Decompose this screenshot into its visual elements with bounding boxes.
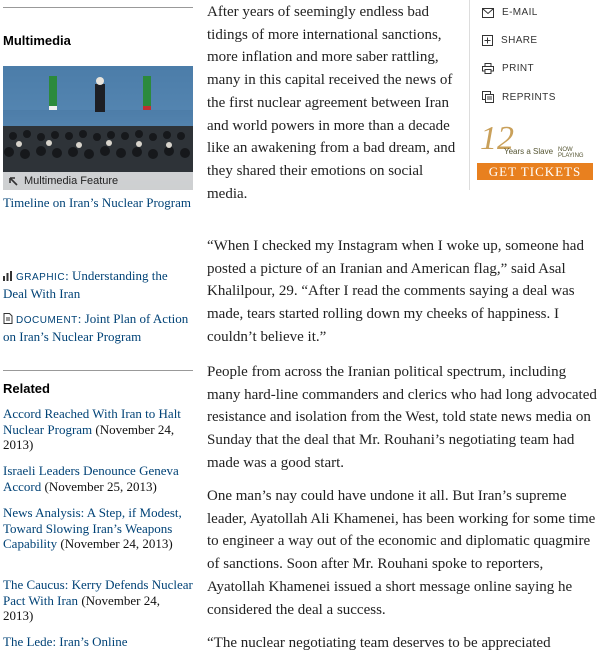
timeline-link[interactable]: Timeline on Iran’s Nuclear Program (3, 195, 191, 210)
related-item-date: (November 24, 2013) (3, 592, 161, 623)
multimedia-feature-block (3, 195, 193, 211)
print-button[interactable] (482, 63, 534, 74)
email-label: E-MAIL (502, 7, 538, 18)
reprints-icon (482, 91, 494, 103)
ad-title: Years a Slave (504, 147, 554, 156)
reprints-button[interactable] (482, 91, 556, 103)
related-item-link[interactable]: Israeli Leaders Denounce Geneva Accord (3, 463, 179, 494)
multimedia-heading: Multimedia (3, 33, 71, 48)
related-item-link[interactable]: The Lede: Iran’s Online (3, 634, 128, 649)
divider (3, 7, 193, 8)
print-label: PRINT (502, 63, 534, 74)
related-item (3, 406, 193, 453)
envelope-icon (482, 8, 494, 18)
plus-box-icon (482, 35, 493, 46)
related-item (3, 577, 193, 624)
related-item-link[interactable]: The Caucus: Kerry Defends Nuclear Pact With Iran (3, 577, 193, 608)
related-item (3, 505, 193, 552)
related-item-link[interactable]: Accord Reached With Iran to Halt Nuclear Program (3, 406, 181, 437)
article-paragraph: After years of seemingly endless bad tidings of more international sanctions, more inflation and more saber rattling, many in this capital received the news of the first nuclear agreement between Iran and world powers in more than a decade like an awakening from a bad dream, and they shared their emotions on social media. (207, 4, 456, 202)
related-item-date: (November 24, 2013) (3, 421, 175, 452)
left-sidebar (0, 0, 194, 652)
document-icon (3, 313, 13, 324)
document-block: DOCUMENT: Joint Plan of Action on Iran’s Nuclear Program (3, 311, 189, 344)
article-paragraph: “When I checked my Instagram when I woke up, someone had posted a picture of an Iranian and American flag,” said Asal Khalilpour, 29. “After I read the comments saying a deal was made, tears started rolling down my cheeks of happiness. I couldn’t believe it.” (207, 238, 584, 345)
expand-arrow-icon (8, 176, 19, 187)
reprints-label: REPRINTS (502, 91, 556, 103)
movie-ad[interactable] (474, 120, 596, 182)
related-item-date: (November 25, 2013) (44, 478, 157, 494)
multimedia-feature-image[interactable] (3, 66, 193, 190)
ad-number: 12 (480, 120, 514, 157)
related-item-link[interactable]: News Analysis: A Step, if Modest, Toward Slowing Iran’s Weapons Capability (3, 505, 182, 551)
document-link[interactable]: Joint Plan of Action on Iran’s Nuclear Program (3, 311, 189, 344)
divider (3, 370, 193, 371)
related-heading: Related (3, 381, 50, 396)
article-paragraph: One man’s nay could have undone it all. But Iran’s supreme leader, Ayatollah Ali Khamenei, has been working for some time to engineer a way out of the economic and diplomatic quagmire of sanctions. Soon after Mr. Rouhani spoke to reporters, Ayatollah Khamenei issued a short message online saying he considered the deal a success. (207, 488, 596, 618)
share-label: SHARE (501, 35, 538, 46)
related-item-date: (November 24, 2013) (60, 536, 173, 551)
article-paragraph: People from across the Iranian political spectrum, including many hard-line commanders and clerics who had long advocated resistance and isolation from the West, told state news media on Sunday that the deal that Mr. Rouhani’s negotiating team had made was a good start. (207, 364, 597, 471)
related-item (3, 634, 193, 650)
email-button[interactable] (482, 7, 538, 18)
get-tickets-button[interactable]: GET TICKETS (477, 163, 593, 180)
multimedia-caption-bar[interactable] (3, 172, 193, 190)
graphic-block: GRAPHIC: Understanding the Deal With Iran (3, 268, 168, 301)
graphic-link[interactable]: Understanding the Deal With Iran (3, 268, 168, 301)
graphic-kicker: GRAPHIC (16, 272, 66, 283)
share-button[interactable] (482, 35, 537, 46)
ad-now-playing: NOW PLAYING (558, 147, 584, 159)
document-kicker: DOCUMENT (16, 315, 78, 326)
printer-icon (482, 63, 494, 74)
multimedia-caption: Multimedia Feature (24, 175, 119, 187)
bar-chart-icon (3, 271, 13, 281)
article-paragraph: “The nuclear negotiating team deserves to be appreciated (207, 635, 551, 651)
related-item (3, 463, 193, 494)
